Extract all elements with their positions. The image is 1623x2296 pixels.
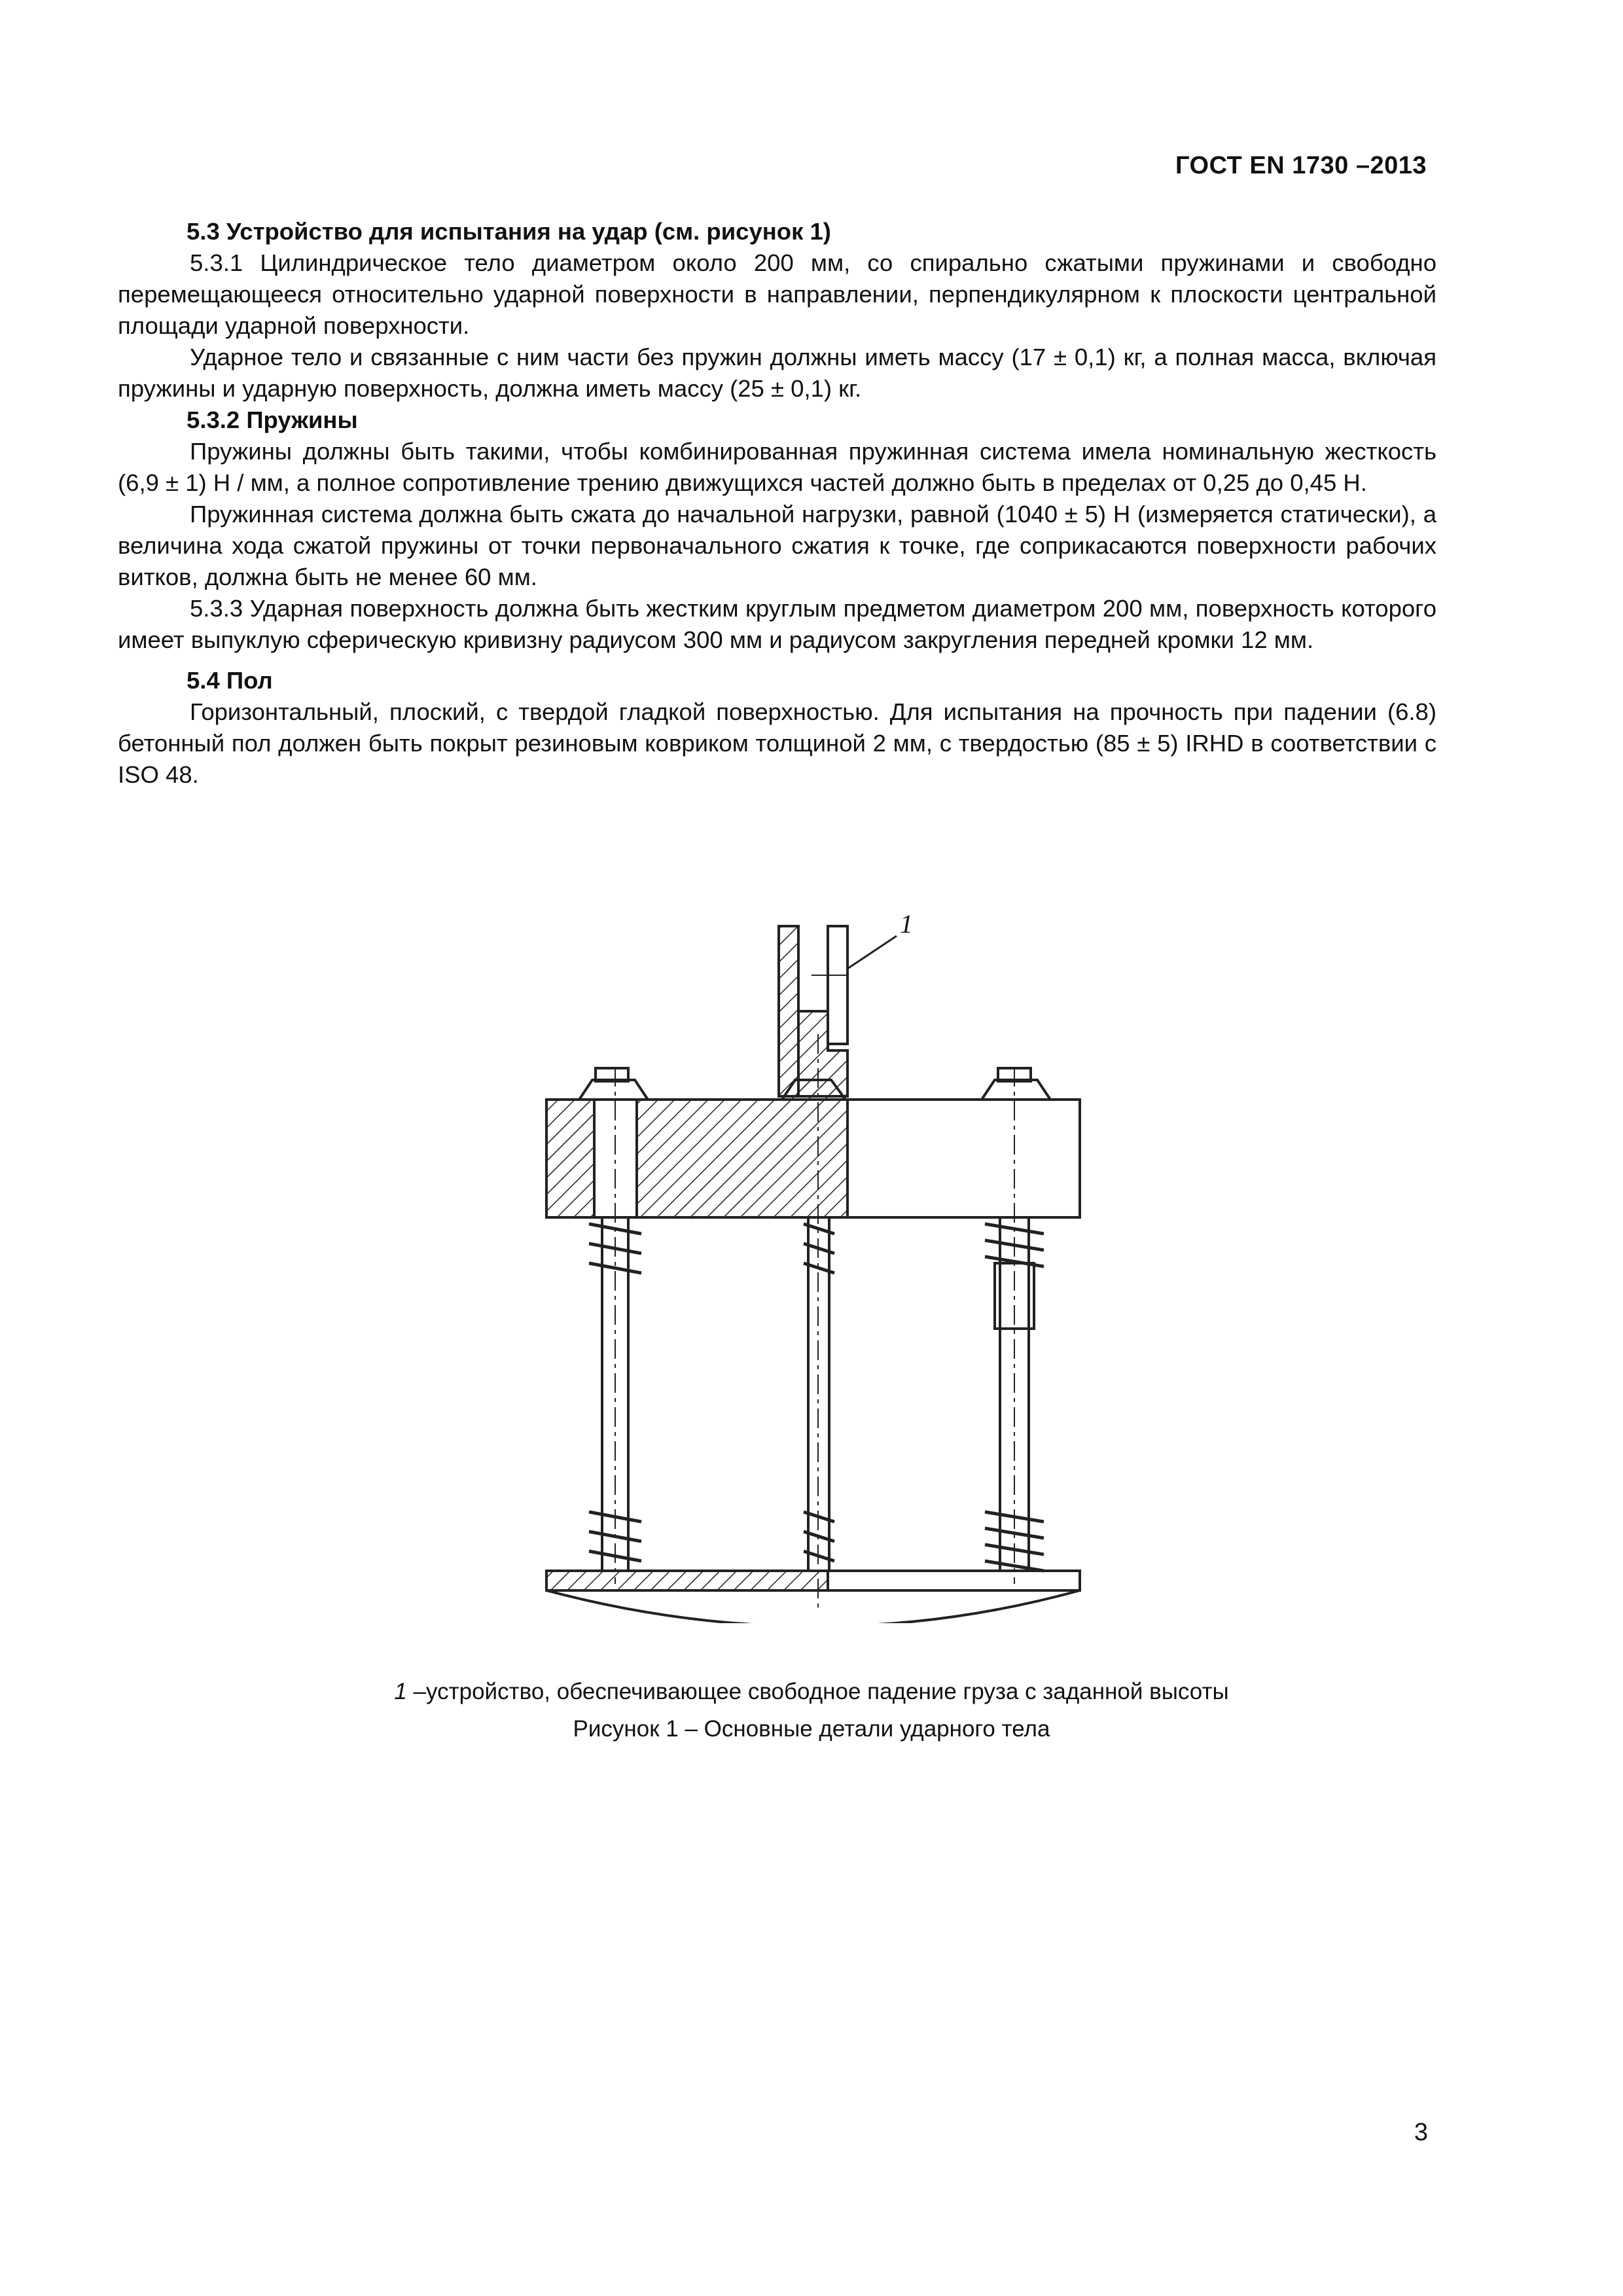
impact-body-drawing	[524, 884, 1113, 1623]
page-number: 3	[1414, 2119, 1428, 2146]
legend-text: –устройство, обеспечивающее свободное падение груза с заданной высоты	[406, 1679, 1229, 1704]
section-5-3-2-paragraph-1: Пружины должны быть такими, чтобы комбинированная пружинная система имела номинальную жесткость (6,9 ± 1) Н / мм, а полное сопротивление трению движущихся частей должно быть в пределах от 0,25 до 0,45 Н.	[118, 438, 1436, 496]
figure-callout-1: 1	[900, 909, 913, 939]
callout-leader-line	[847, 936, 897, 969]
release-device-right-arm	[828, 926, 847, 1044]
legend-number: 1	[394, 1679, 407, 1704]
impact-mass-section	[546, 1100, 847, 1217]
section-5-3-1-paragraph-1: 5.3.1 Цилиндрическое тело диаметром около 200 мм, со спирально сжатыми пружинами и свободно перемещающееся относительно ударной поверхности в направлении, перпендикулярном к плоскости центральной площади ударной поверхности.	[118, 249, 1436, 339]
section-5-4-paragraph: Горизонтальный, плоский, с твердой гладкой поверхностью. Для испытания на прочность при падении (6.8) бетонный пол должен быть покрыт резиновым ковриком толщиной 2 мм, с твердостью (85 ± 5) IRHD в соответствии с ISO 48.	[118, 698, 1436, 788]
section-5-3-1-paragraph-2: Ударное тело и связанные с ним части без пружин должны иметь массу (17 ± 0,1) кг, а полная масса, включая пружины и ударную поверхность, должна иметь массу (25 ± 0,1) кг.	[118, 344, 1436, 402]
document-body	[118, 216, 1436, 791]
left-nut	[579, 1080, 648, 1100]
section-5-3-2-paragraph-2: Пружинная система должна быть сжата до начальной нагрузки, равной (1040 ± 5) Н (измеряется статически), а величина хода сжатой пружины от точки первоначального сжатия к точке, где соприкасаются поверхности рабочих витков, должна быть не менее 60 мм.	[118, 501, 1436, 590]
section-5-3-title: 5.3 Устройство для испытания на удар (см. рисунок 1)	[187, 218, 831, 245]
section-5-3-2-title: 5.3.2 Пружины	[187, 406, 358, 433]
right-nut	[982, 1080, 1050, 1100]
figure-caption: Рисунок 1 – Основные детали ударного тела	[573, 1716, 1050, 1742]
section-5-3-3-paragraph: 5.3.3 Ударная поверхность должна быть жестким круглым предметом диаметром 200 мм, поверхность которого имеет выпуклую сферическую кривизну радиусом 300 мм и радиусом закругления передней кромки 12 мм.	[118, 595, 1436, 653]
release-device-left-arm	[779, 926, 798, 1096]
figure-legend	[0, 1679, 1623, 1705]
document-header: ГОСТ EN 1730 –2013	[1175, 152, 1427, 179]
striker-curved-face	[546, 1590, 1080, 1623]
section-5-4-title: 5.4 Пол	[187, 667, 273, 694]
